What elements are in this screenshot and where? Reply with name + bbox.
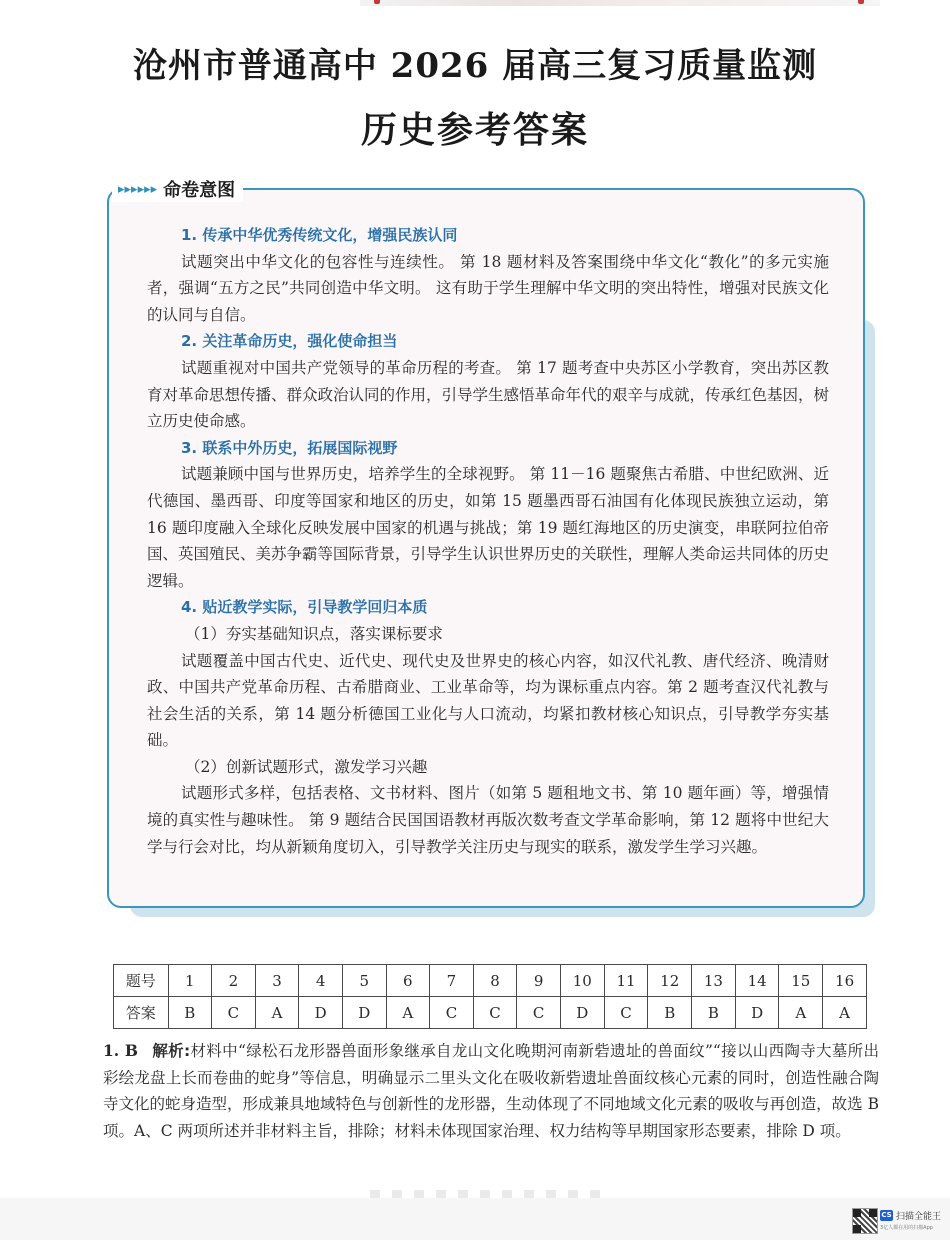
question-number: 13 <box>692 965 736 997</box>
question-number: 2 <box>212 965 256 997</box>
question-number: 12 <box>648 965 692 997</box>
question-number: 8 <box>473 965 517 997</box>
section-paragraph: 试题形式多样，包括表格、文书材料、图片（如第 5 题租地文书、第 10 题年画）等，增强情境的真实性与趣味性。 第 9 题结合民国国语教材再版次数考查文学革命影响，第 12 题将中世纪大学与行会对比，均从新颖角度切入，引导教学关注历史与现实的联系，激发学生学习兴趣。 <box>147 784 829 856</box>
answer-table <box>113 964 867 1029</box>
section-heading: 2. 关注革命历史，强化使命担当 <box>181 332 398 351</box>
question-number: 4 <box>299 965 343 997</box>
answer-table-answer-row <box>114 997 867 1029</box>
scan-footer-band <box>0 1198 950 1240</box>
explanation-block <box>103 1038 879 1144</box>
answer-cell: A <box>386 997 430 1029</box>
subsection-heading: （1）夯实基础知识点，落实课标要求 <box>185 624 443 643</box>
question-number: 14 <box>735 965 779 997</box>
scanner-logo-icon: CS <box>881 1211 892 1219</box>
faint-footer-text <box>370 1190 610 1198</box>
answer-cell: B <box>168 997 212 1029</box>
explanation-tag: 解析: <box>152 1042 191 1060</box>
explanation-text: 材料中“绿松石龙形器兽面形象继承自龙山文化晚期河南新砦遗址的兽面纹”“接以山西陶寺大墓所出彩绘龙盘上长而卷曲的蛇身”等信息，明确显示二里头文化在吸收新砦遗址兽面纹核心元素的同时，创造性融合陶寺文化的蛇身造型，形成兼具地域特色与创新性的龙形器，生动体现了不同地域文化元素的吸收与再创造，故选 B 项。A、C 两项所述并非材料主旨，排除；材料未体现国家治理、权力结构等早期国家形态要素，排除 D 项。 <box>103 1042 879 1140</box>
question-number: 1 <box>168 965 212 997</box>
section-heading: 4. 贴近教学实际，引导教学回归本质 <box>181 598 428 617</box>
scanner-app-name: 扫描全能王 <box>896 1212 942 1222</box>
answer-cell: D <box>342 997 386 1029</box>
top-red-mark <box>858 0 864 4</box>
answer-cell: B <box>692 997 736 1029</box>
section-heading: 1. 传承中华优秀传统文化，增强民族认同 <box>181 226 458 244</box>
answer-cell: A <box>255 997 299 1029</box>
answer-cell: C <box>604 997 648 1029</box>
question-number: 16 <box>823 965 867 997</box>
answer-cell: D <box>299 997 343 1029</box>
question-number: 7 <box>430 965 474 997</box>
row-label: 题号 <box>114 965 169 997</box>
intent-box-header <box>112 176 243 202</box>
answer-cell: D <box>560 997 604 1029</box>
page-title: 沧州市普通高中 2026 届高三复习质量监测 <box>132 46 818 86</box>
top-red-mark <box>374 0 380 4</box>
section-paragraph: 试题兼顾中国与世界历史，培养学生的全球视野。 第 11－16 题聚焦古希腊、中世纪欧洲、近代德国、墨西哥、印度等国家和地区的历史，如第 15 题墨西哥石油国有化体现民族独立运动，第 16 题印度融入全球化反映发展中国家的机遇与挑战；第 19 题红海地区的历史演变，串联阿拉伯帝国、英国殖民、美苏争霸等国际背景，引导学生认识世界历史的关联性，理解人类命运共同体的历史逻辑。 <box>147 465 830 590</box>
answer-cell: C <box>212 997 256 1029</box>
section-paragraph: 试题突出中华文化的包容性与连续性。 第 18 题材料及答案围绕中华文化“教化”的多元实施者，强调“五方之民”共同创造中华文明。 这有助于学生理解中华文明的突出特性，增强对民族文化的认同与自信。 <box>147 252 829 324</box>
answer-table-number-row <box>114 965 867 997</box>
answer-cell: A <box>779 997 823 1029</box>
question-number: 3 <box>255 965 299 997</box>
question-number: 15 <box>779 965 823 997</box>
answer-cell: C <box>517 997 561 1029</box>
answer-cell: C <box>430 997 474 1029</box>
question-number: 5 <box>342 965 386 997</box>
section-heading: 3. 联系中外历史，拓展国际视野 <box>181 438 398 457</box>
qr-code-icon <box>852 1208 878 1234</box>
section-paragraph: 试题重视对中国共产党领导的革命历程的考查。 第 17 题考查中央苏区小学教育，突出苏区教育对革命思想传播、群众政治认同的作用，引导学生感悟革命年代的艰辛与成就，传承红色基因，树立历史使命感。 <box>147 358 830 431</box>
answer-cell: A <box>823 997 867 1029</box>
question-number: 11 <box>604 965 648 997</box>
section-paragraph: 试题覆盖中国古代史、近代史、现代史及世界史的核心内容，如汉代礼教、唐代经济、晚清财政、中国共产党革命历程、古希腊商业、工业革命等，均为课标重点内容。第 2 题考查汉代礼教与社会生活的关系，第 14 题分析德国工业化与人口流动，均紧扣教材核心知识点，引导教学夯实基础。 <box>147 651 830 750</box>
top-decor-strip <box>360 0 880 6</box>
row-label: 答案 <box>114 997 169 1029</box>
explanation-answer-key: 1. B <box>103 1041 138 1060</box>
intent-content <box>147 222 829 860</box>
subsection-heading: （2）创新试题形式，激发学习兴趣 <box>185 757 428 776</box>
answer-cell: D <box>735 997 779 1029</box>
answer-cell: C <box>473 997 517 1029</box>
intent-box-title: 命卷意图 <box>163 180 236 201</box>
scanner-tagline: 3亿人都在用的扫描App <box>880 1225 933 1231</box>
question-number: 6 <box>386 965 430 997</box>
answer-cell: B <box>648 997 692 1029</box>
question-number: 10 <box>560 965 604 997</box>
question-number: 9 <box>517 965 561 997</box>
arrows-decor-icon: ▸▸▸▸▸▸ <box>118 181 158 197</box>
page-subtitle: 历史参考答案 <box>360 109 589 151</box>
